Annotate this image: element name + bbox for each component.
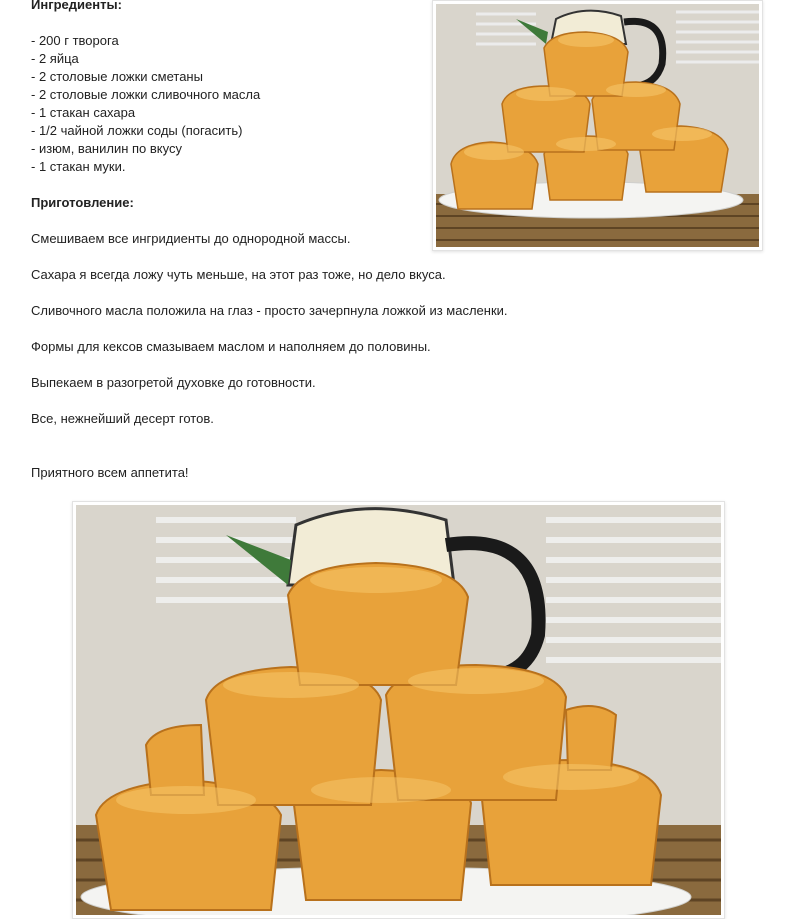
step-text: Выпекаем в разогретой духовке до готовности. xyxy=(31,375,316,390)
muffins-illustration xyxy=(76,505,721,915)
step-text: Смешиваем все ингридиенты до однородной массы. xyxy=(31,231,351,246)
list-item: - 1 стакан муки. xyxy=(31,159,126,174)
list-item: - 2 столовые ложки сливочного масла xyxy=(31,87,261,102)
muffins-illustration xyxy=(436,4,759,247)
step-text: Сахара я всегда ложу чуть меньше, на этот раз тоже, но дело вкуса. xyxy=(31,267,446,282)
muffins-photo-small xyxy=(432,0,763,251)
list-item: - 200 г творога xyxy=(31,33,119,48)
preparation-heading: Приготовление: xyxy=(31,195,134,210)
list-item: - 2 столовые ложки сметаны xyxy=(31,69,203,84)
list-item: - 2 яйца xyxy=(31,51,79,66)
ingredients-heading: Ингредиенты: xyxy=(31,0,122,12)
muffins-photo-large xyxy=(72,501,725,919)
list-item: - изюм, ванилин по вкусу xyxy=(31,141,182,156)
closing-text: Приятного всем аппетита! xyxy=(31,465,189,480)
step-text: Все, нежнейший десерт готов. xyxy=(31,411,214,426)
list-item: - 1 стакан сахара xyxy=(31,105,136,120)
step-text: Сливочного масла положила на глаз - просто зачерпнула ложкой из масленки. xyxy=(31,303,508,318)
list-item: - 1/2 чайной ложки соды (погасить) xyxy=(31,123,243,138)
step-text: Формы для кексов смазываем маслом и наполняем до половины. xyxy=(31,339,431,354)
